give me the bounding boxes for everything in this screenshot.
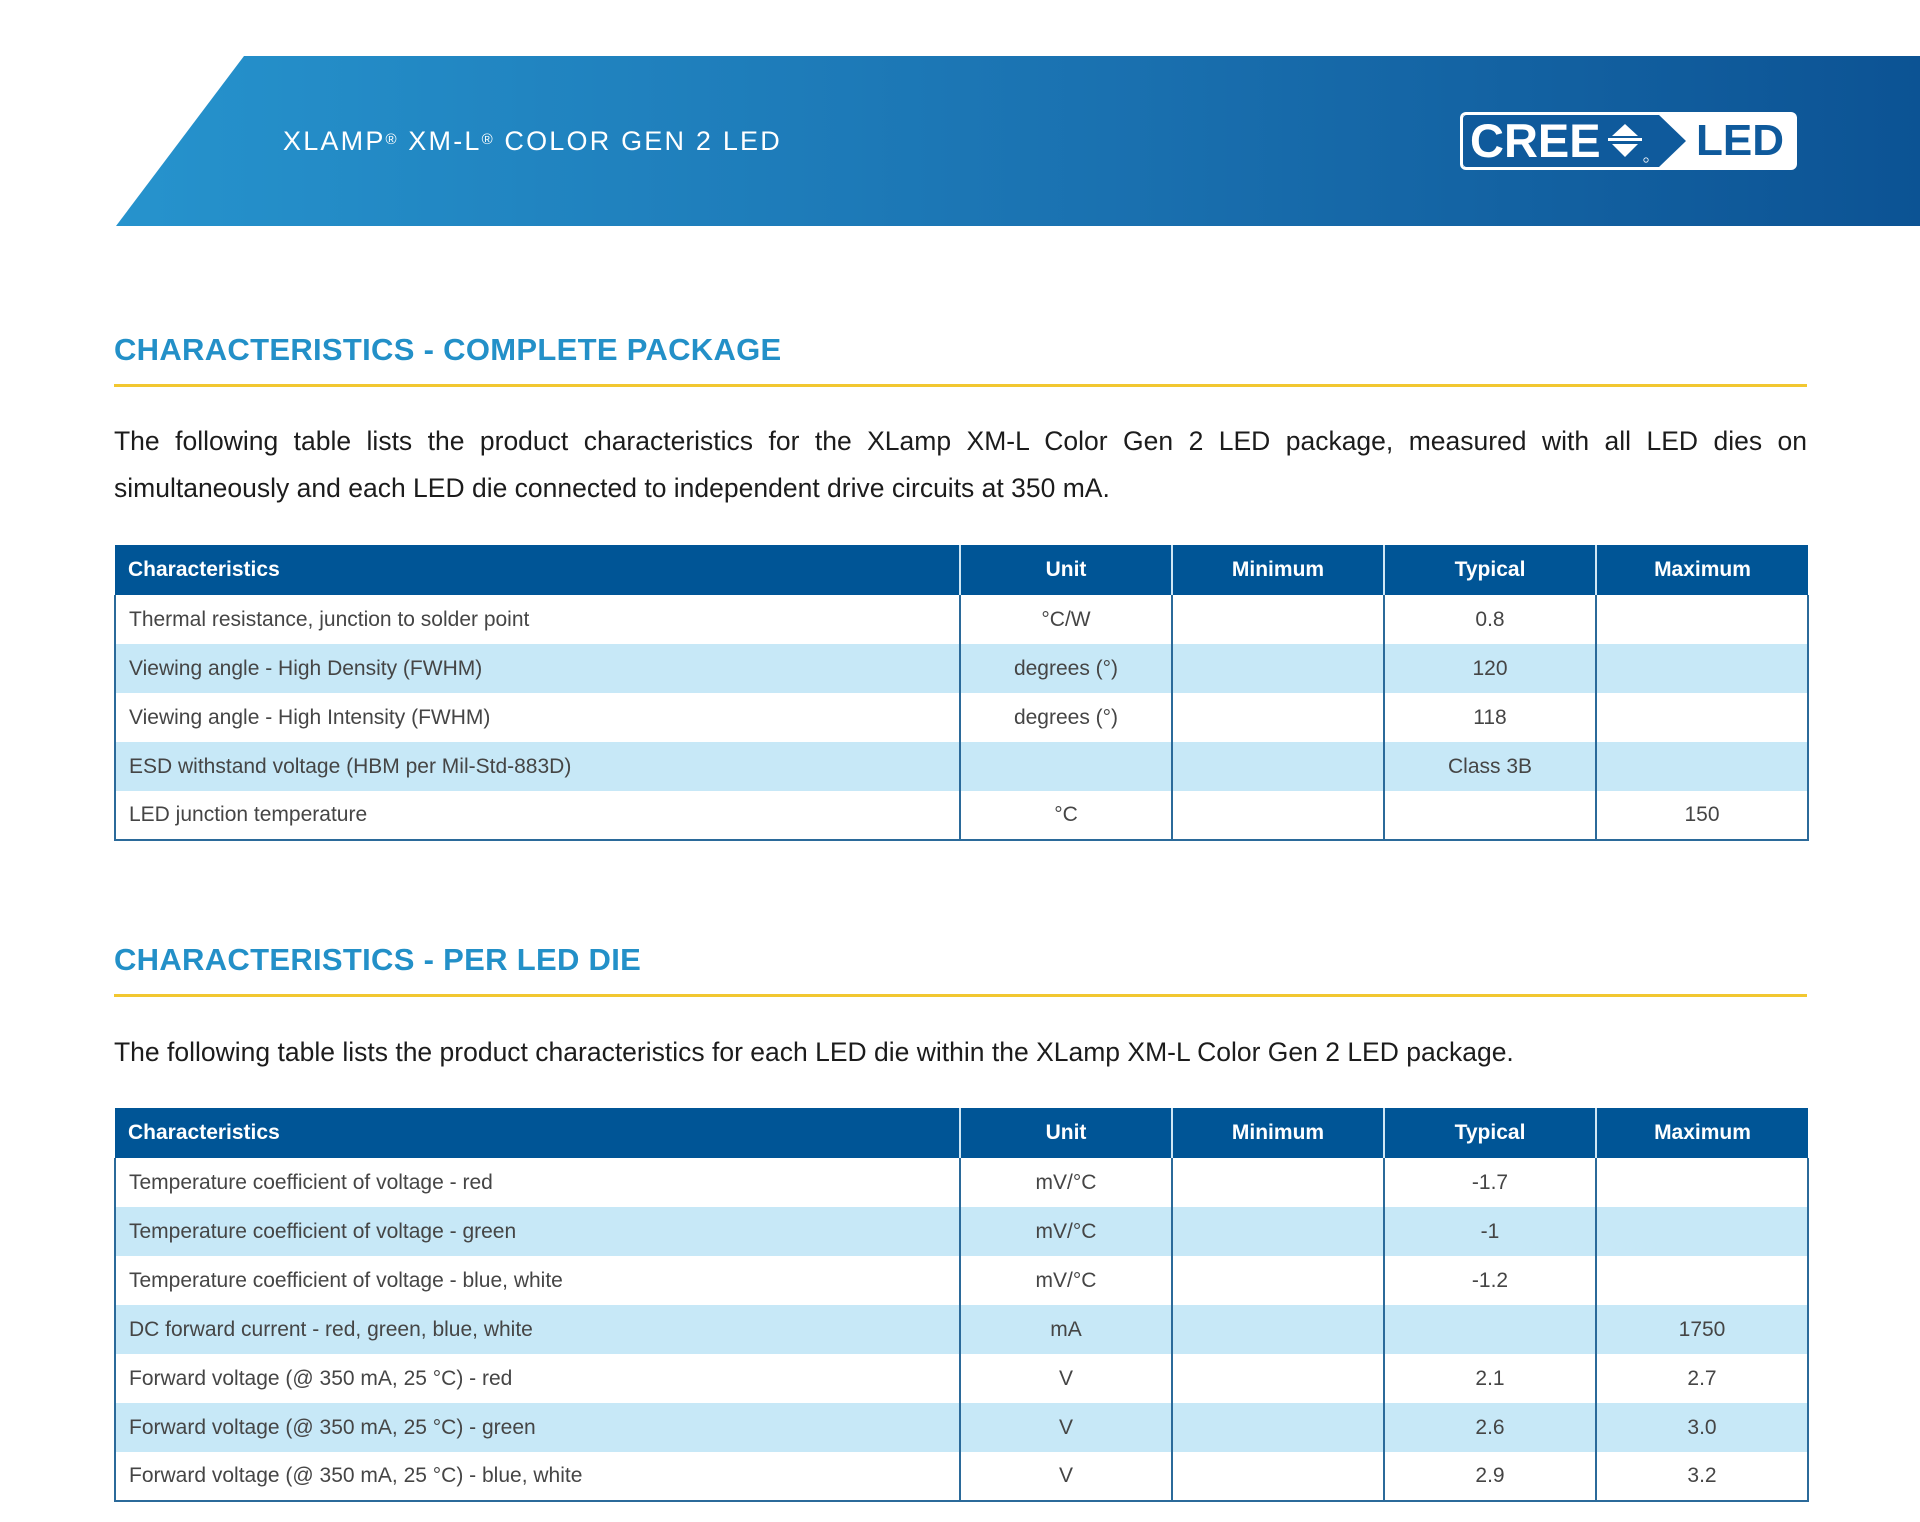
cell-typical: 2.9 [1384, 1452, 1596, 1501]
cell-minimum [1172, 1452, 1384, 1501]
column-header-minimum: Minimum [1172, 1108, 1384, 1158]
cell-maximum [1596, 742, 1808, 791]
cell-characteristic: DC forward current - red, green, blue, white [115, 1305, 960, 1354]
column-header-unit: Unit [960, 1108, 1172, 1158]
cell-minimum [1172, 742, 1384, 791]
cell-minimum [1172, 693, 1384, 742]
cell-unit: mA [960, 1305, 1172, 1354]
column-header-maximum: Maximum [1596, 545, 1808, 595]
cell-unit: V [960, 1403, 1172, 1452]
table-row [115, 1256, 1808, 1305]
table-header-row [115, 545, 1808, 595]
complete-package-table [114, 545, 1809, 841]
column-header-typical: Typical [1384, 1108, 1596, 1158]
cell-characteristic: Forward voltage (@ 350 mA, 25 °C) - green [115, 1403, 960, 1452]
section-title-complete-package: CHARACTERISTICS - COMPLETE PACKAGE [114, 332, 782, 367]
column-header-unit: Unit [960, 545, 1172, 595]
cell-characteristic: Forward voltage (@ 350 mA, 25 °C) - blue, white [115, 1452, 960, 1501]
section-description: The following table lists the product characteristics for the XLamp XM-L Color Gen 2 LED package, measured with all LED dies on simultaneously and each LED die connected to independent drive circuits at 350 mA. [114, 426, 1807, 503]
column-header-characteristics: Characteristics [115, 545, 960, 595]
cell-characteristic: Temperature coefficient of voltage - green [115, 1207, 960, 1256]
cell-characteristic: Temperature coefficient of voltage - red [115, 1158, 960, 1207]
cell-unit: mV/°C [960, 1158, 1172, 1207]
cell-typical: -1 [1384, 1207, 1596, 1256]
cell-unit: degrees (°) [960, 644, 1172, 693]
table-row [115, 1305, 1808, 1354]
cell-maximum [1596, 693, 1808, 742]
cell-typical: -1.7 [1384, 1158, 1596, 1207]
cell-typical: 2.1 [1384, 1354, 1596, 1403]
table-row [115, 1452, 1808, 1501]
title-text: XM-L [398, 125, 482, 156]
title-text: COLOR GEN 2 LED [494, 125, 782, 156]
section-description: The following table lists the product characteristics for each LED die within the XLamp XM-L Color Gen 2 LED package. [114, 1037, 1514, 1067]
cell-maximum: 1750 [1596, 1305, 1808, 1354]
cell-characteristic: Viewing angle - High Density (FWHM) [115, 644, 960, 693]
cell-maximum: 150 [1596, 791, 1808, 840]
cell-characteristic: ESD withstand voltage (HBM per Mil-Std-883D) [115, 742, 960, 791]
cell-minimum [1172, 791, 1384, 840]
cell-minimum [1172, 1256, 1384, 1305]
table-row [115, 1207, 1808, 1256]
cell-maximum [1596, 1207, 1808, 1256]
cell-minimum [1172, 1354, 1384, 1403]
cell-unit: V [960, 1452, 1172, 1501]
registered-mark: ® [481, 130, 493, 148]
column-header-typical: Typical [1384, 545, 1596, 595]
cell-maximum [1596, 644, 1808, 693]
cell-minimum [1172, 1158, 1384, 1207]
header-banner [0, 56, 1920, 226]
column-header-maximum: Maximum [1596, 1108, 1808, 1158]
column-header-minimum: Minimum [1172, 545, 1384, 595]
cell-maximum [1596, 595, 1808, 644]
cell-unit [960, 742, 1172, 791]
cell-unit: mV/°C [960, 1256, 1172, 1305]
logo-brand-text: CREE [1470, 114, 1601, 167]
logo-product-text: LED [1696, 116, 1784, 165]
cell-unit: degrees (°) [960, 693, 1172, 742]
cell-characteristic: Thermal resistance, junction to solder point [115, 595, 960, 644]
registered-mark: ® [385, 130, 397, 148]
table-header-row [115, 1108, 1808, 1158]
cell-maximum [1596, 1256, 1808, 1305]
table-row [115, 1403, 1808, 1452]
column-header-characteristics: Characteristics [115, 1108, 960, 1158]
cell-typical: 2.6 [1384, 1403, 1596, 1452]
cell-minimum [1172, 1305, 1384, 1354]
cell-typical [1384, 791, 1596, 840]
table-row [115, 595, 1808, 644]
cell-maximum: 2.7 [1596, 1354, 1808, 1403]
cell-minimum [1172, 595, 1384, 644]
per-led-die-table [114, 1108, 1809, 1502]
cell-characteristic: LED junction temperature [115, 791, 960, 840]
table-row [115, 644, 1808, 693]
cell-typical: Class 3B [1384, 742, 1596, 791]
cell-typical: -1.2 [1384, 1256, 1596, 1305]
cell-unit: °C [960, 791, 1172, 840]
cell-minimum [1172, 644, 1384, 693]
cell-typical: 118 [1384, 693, 1596, 742]
table-row [115, 791, 1808, 840]
cell-typical [1384, 1305, 1596, 1354]
cell-characteristic: Forward voltage (@ 350 mA, 25 °C) - red [115, 1354, 960, 1403]
document-title [283, 56, 782, 226]
cell-minimum [1172, 1403, 1384, 1452]
cree-led-logo [1459, 111, 1798, 171]
cell-typical: 0.8 [1384, 595, 1596, 644]
table-row [115, 742, 1808, 791]
section-divider [114, 384, 1807, 387]
section-title-per-led-die: CHARACTERISTICS - PER LED DIE [114, 942, 642, 977]
table-row [115, 1354, 1808, 1403]
cell-minimum [1172, 1207, 1384, 1256]
cell-unit: °C/W [960, 595, 1172, 644]
cell-unit: mV/°C [960, 1207, 1172, 1256]
cell-maximum: 3.2 [1596, 1452, 1808, 1501]
cell-unit: V [960, 1354, 1172, 1403]
table-row [115, 1158, 1808, 1207]
title-text: XLAMP [283, 125, 386, 156]
cell-maximum: 3.0 [1596, 1403, 1808, 1452]
cell-characteristic: Viewing angle - High Intensity (FWHM) [115, 693, 960, 742]
cell-typical: 120 [1384, 644, 1596, 693]
cell-maximum [1596, 1158, 1808, 1207]
table-row [115, 693, 1808, 742]
cell-characteristic: Temperature coefficient of voltage - blue, white [115, 1256, 960, 1305]
section-divider [114, 994, 1807, 997]
